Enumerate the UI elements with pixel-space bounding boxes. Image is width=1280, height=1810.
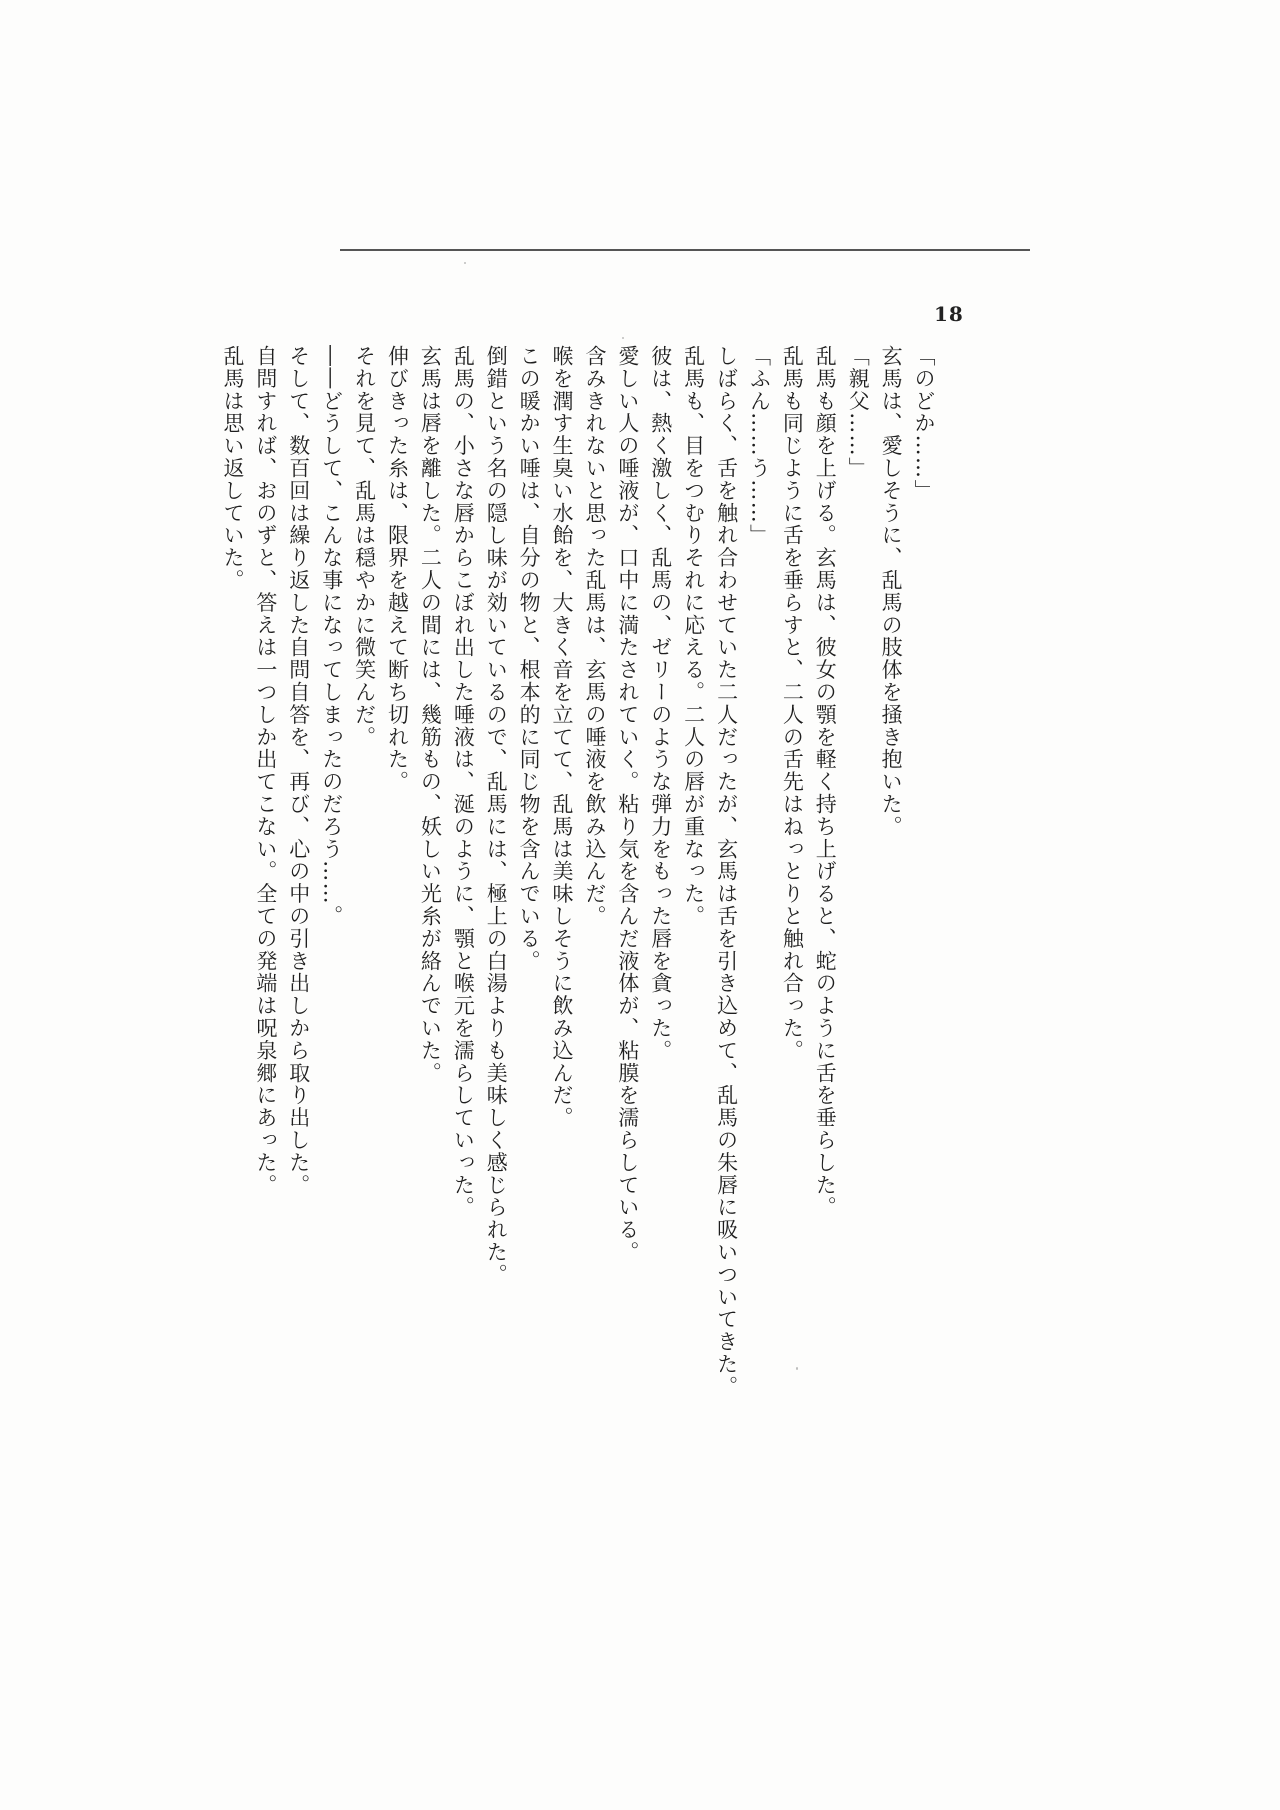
text-line: しばらく、舌を触れ合わせていた二人だったが、玄馬は舌を引き込めて、乱馬の朱唇に吸いついてきた。 <box>714 345 739 1398</box>
text-line: 自問すれば、おのずと、答えは一つしか出てこない。全ての発端は呪泉郷にあった。 <box>253 345 278 1197</box>
text-line: この暖かい唾は、自分の物と、根本的に同じ物を含んでいる。 <box>517 345 542 973</box>
paper-speck <box>464 262 466 264</box>
text-line: 愛しい人の唾液が、口中に満たされていく。粘り気を含んだ液体が、粘膜を濡らしている。 <box>615 345 640 1264</box>
text-line: 「のどか……」 <box>912 345 936 502</box>
text-line: 喉を潤す生臭い水飴を、大きく音を立てて、乱馬は美味しそうに飲み込んだ。 <box>550 345 575 1129</box>
header-rule <box>340 249 1030 251</box>
text-line: 倒錯という名の隠し味が効いているので、乱馬には、極上の白湯よりも美味しく感じられた。 <box>484 345 509 1286</box>
text-line: 乱馬も同じように舌を垂らすと、二人の舌先はねっとりと触れ合った。 <box>780 345 805 1062</box>
text-line: ――どうして、こんな事になってしまったのだろう……。 <box>319 345 344 928</box>
text-line: 含みきれないと思った乱馬は、玄馬の唾液を飲み込んだ。 <box>582 345 607 928</box>
text-line: 「親父……」 <box>846 345 871 480</box>
text-line: 乱馬は思い返していた。 <box>220 345 245 592</box>
text-line: 「ふん……う……」 <box>747 345 772 547</box>
text-line: 伸びきった糸は、限界を越えて断ち切れた。 <box>385 345 410 793</box>
paper-speck <box>622 337 624 339</box>
text-line: 乱馬も、目をつむりそれに応える。二人の唇が重なった。 <box>681 345 706 928</box>
text-line: そして、数百回は繰り返した自問自答を、再び、心の中の引き出しから取り出した。 <box>286 345 311 1197</box>
paper-speck <box>796 1367 798 1370</box>
text-line: 彼は、熱く激しく、乱馬の、ゼリーのような弾力をもった唇を貪った。 <box>648 345 673 1062</box>
text-line: 玄馬は唇を離した。二人の間には、幾筋もの、妖しい光糸が絡んでいた。 <box>418 345 443 1085</box>
text-line: 乱馬も顔を上げる。玄馬は、彼女の顎を軽く持ち上げると、蛇のように舌を垂らした。 <box>813 345 838 1219</box>
text-line: 玄馬は、愛しそうに、乱馬の肢体を掻き抱いた。 <box>879 345 904 838</box>
page-number: 18 <box>934 302 964 326</box>
text-line: それを見て、乱馬は穏やかに微笑んだ。 <box>352 345 377 749</box>
text-line: 乱馬の、小さな唇からこぼれ出した唾液は、涎のように、顎と喉元を濡らしていった。 <box>451 345 476 1219</box>
body-text <box>216 345 940 1398</box>
